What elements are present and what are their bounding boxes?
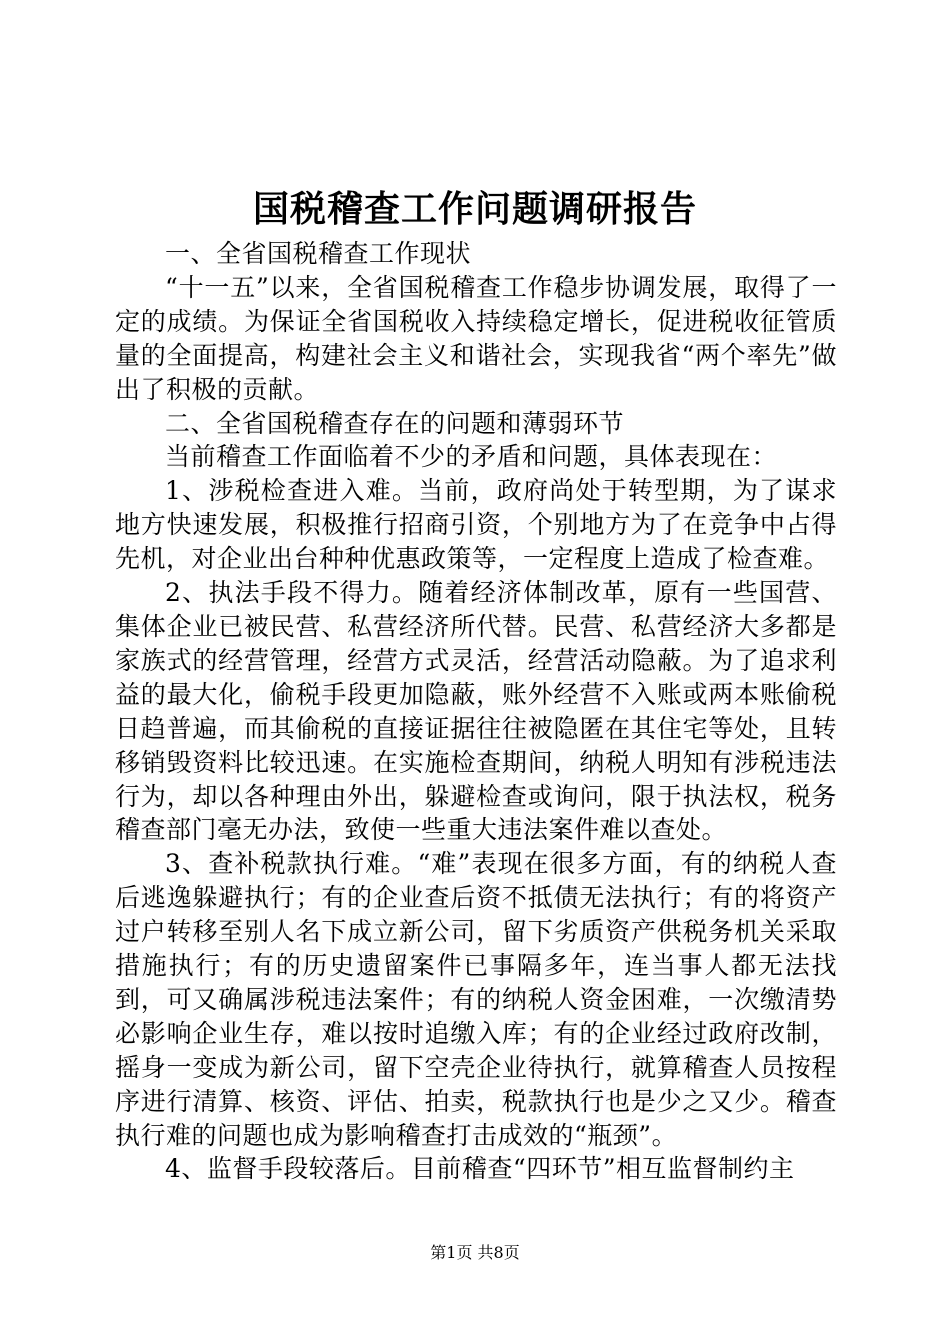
section-heading-1: 一、全省国税稽查工作现状: [165, 239, 472, 268]
paragraph: 当前稽查工作面临着不少的矛盾和问题，具体表现在：: [165, 442, 778, 472]
paragraph: 2、执法手段不得力。随着经济体制改革，原有一些国营、集体企业已被民营、私营经济所代替。民营、私营经济大多都是家族式的经营管理，经营方式灵活，经营活动隐蔽。为了追求利益的最大化，偷税手段更加隐蔽，账外经营不入账或两本账偷税日趋普遍，而其偷税的直接证据往往被隐匿在其住宅等处，且转移销毁资料比较迅速。在实施检查期间，纳税人明知有涉税违法行为，却以各种理由外出，躲避检查或询问，限于执法权，税务稽查部门毫无办法，致使一些重大违法案件难以查处。: [115, 578, 837, 845]
paragraph: “十一五”以来，全省国税稽查工作稳步协调发展，取得了一定的成绩。为保证全省国税收入持续稳定增长，促进税收征管质量的全面提高，构建社会主义和谐社会，实现我省“两个率先”做出了积极的贡献。: [115, 272, 837, 404]
section-heading-2: 二、全省国税稽查存在的问题和薄弱环节: [165, 408, 625, 438]
paragraph: 1、涉税检查进入难。当前，政府尚处于转型期，为了谋求地方快速发展，积极推行招商引资，个别地方为了在竞争中占得先机，对企业出台种种优惠政策等，一定程度上造成了检查难。: [115, 476, 837, 574]
document-body: [115, 237, 837, 1186]
paragraph: 3、查补税款执行难。“难”表现在很多方面，有的纳税人查后逃逸躲避执行；有的企业查后资不抵债无法执行；有的将资产过户转移至别人名下成立新公司，留下劣质资产供税务机关采取措施执行；有的历史遗留案件已事隔多年，连当事人都无法找到，可又确属涉税违法案件；有的纳税人资金困难，一次缴清势必影响企业生存，难以按时追缴入库；有的企业经过政府改制，摇身一变成为新公司，留下空壳企业待执行，就算稽查人员按程序进行清算、核资、评估、拍卖，税款执行也是少之又少。稽查执行难的问题也成为影响稽查打击成效的“瓶颈”。: [115, 849, 837, 1150]
page-footer: 第1页 共8页: [430, 1243, 520, 1262]
paragraph: 4、监督手段较落后。目前稽查“四环节”相互监督制约主: [165, 1154, 795, 1184]
document-title: 国税稽查工作问题调研报告: [252, 188, 697, 230]
